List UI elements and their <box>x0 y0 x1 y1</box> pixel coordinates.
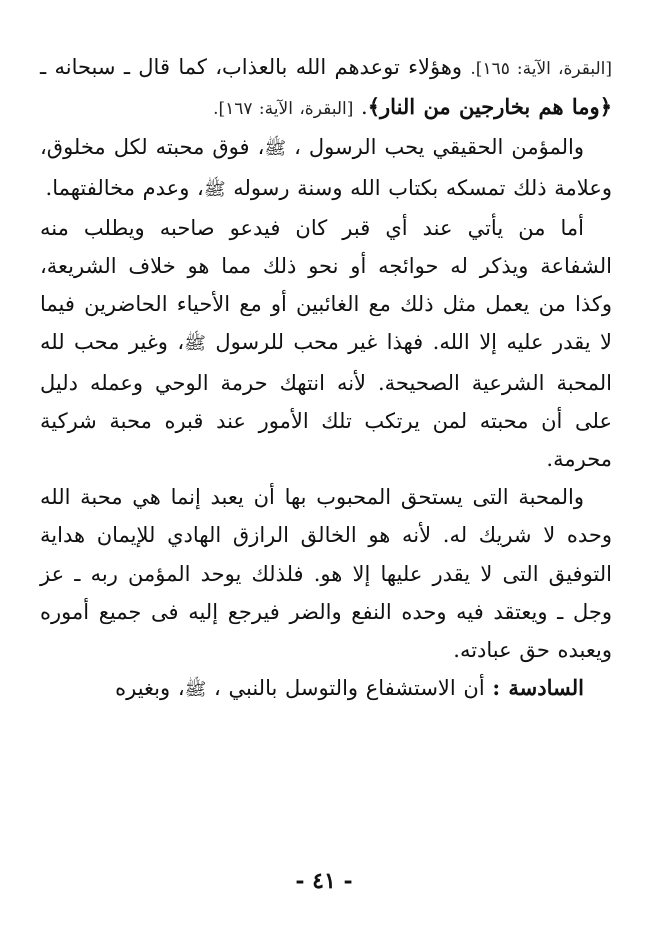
quran-quote: ﴿وما هم بخارجين من النار﴾ <box>367 94 612 120</box>
page-body <box>40 48 612 709</box>
paragraph-5 <box>40 669 612 709</box>
verse-reference: [البقرة، الآية: ١٦٥]. <box>470 59 613 79</box>
paragraph-1 <box>40 48 612 128</box>
page-number: - ٤١ - <box>295 868 353 894</box>
paragraph-4 <box>40 478 612 669</box>
salutation-glyph: ﷺ <box>184 333 206 355</box>
paragraph-text: أما من يأتي عند أي قبر كان فيدعو صاحبه ويطلب منه الشفاعة ويذكر له حوائجه أو نحو ذلك مما هو خلاف الشريعة، وكذا من يعمل مثل ذلك مع الغائبين أو مع الأحياء الحاضرين فيما لا يقدر عليه إلا الله. فهذا غير محب للرسول <box>40 215 612 355</box>
salutation-glyph: ﷺ <box>264 138 287 160</box>
paragraph-text: ، وعدم مخالفتهما. <box>45 175 204 200</box>
paragraph-text: ، وغير محب لله المحبة الشرعية الصحيحة. لأنه انتهك حرمة الوحي وعمله دليل على أن محبته لمن يرتكب تلك الأمور عند قبره محبة شركية محرمة. <box>40 330 612 472</box>
salutation-glyph: ﷺ <box>203 178 226 200</box>
paragraph-text: ، وبغيره <box>115 676 185 701</box>
paragraph-text: . <box>353 95 368 120</box>
paragraph-text: ، فوق محبته لكل مخلوق، وعلامة ذلك تمسكه بكتاب الله وسنة رسوله <box>40 135 612 200</box>
paragraph-text: والمحبة التى يستحق المحبوب بها أن يعبد إنما هي محبة الله وحده لا شريك له. لأنه هو الخالق الرازق الهادي للإيمان هداية التوفيق التى لا يقدر عليها إلا هو. فلذلك يوحد المؤمن ربه ـ عز وجل ـ ويعتقد فيه وحده النفع والضر فيرجع إليه فى جميع أموره ويعبده حق عبادته. <box>40 485 612 663</box>
paragraph-text: وهؤلاء توعدهم الله بالعذاب، كما قال ـ سبحانه ـ <box>40 55 471 79</box>
paragraph-3 <box>40 209 612 478</box>
section-term: السادسة : <box>492 675 584 701</box>
paragraph-text: أن الاستشفاع والتوسل بالنبي ، <box>206 676 493 701</box>
paragraph-2 <box>40 128 612 208</box>
salutation-glyph: ﷺ <box>184 679 207 701</box>
paragraph-text: والمؤمن الحقيقي يحب الرسول ، <box>286 135 584 160</box>
verse-reference: [البقرة، الآية: ١٦٧]. <box>213 99 354 120</box>
